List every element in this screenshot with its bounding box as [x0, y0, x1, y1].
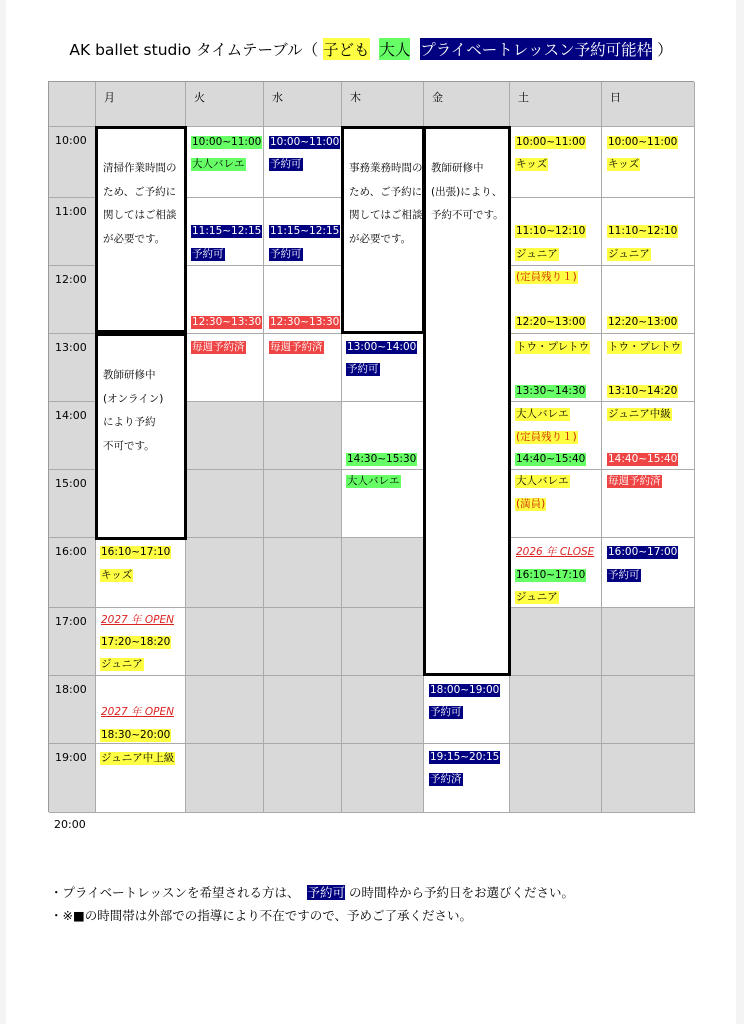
- block-text-line: 関してはご相談: [103, 209, 177, 221]
- lesson-label: ジュニア中上級: [101, 752, 175, 764]
- notes: [50, 881, 574, 927]
- lesson-time: 10:00~11:00: [516, 136, 586, 148]
- block-text-line: ため、ご予約に: [349, 185, 423, 198]
- block-text-line: により予約: [103, 416, 156, 428]
- lesson-label: (定員残り１): [516, 271, 577, 283]
- time-label: 14:00: [49, 402, 96, 470]
- block-text-line: 予約不可です。: [431, 209, 504, 221]
- lesson-time: 18:00~19:00: [430, 684, 500, 696]
- time-label: 13:00: [49, 334, 96, 402]
- slot-cell: [342, 608, 424, 676]
- timetable-page: [6, 0, 736, 1024]
- block-text-line: が必要です。: [103, 232, 166, 245]
- lesson-label: 予約可: [192, 248, 224, 260]
- block-text-line: 教師研修中: [431, 162, 484, 174]
- lesson-time: 12:20~13:00: [516, 316, 586, 328]
- slot-cell: [186, 470, 264, 538]
- day-header: 火: [186, 82, 264, 127]
- lesson-label: ジュニア: [516, 591, 558, 603]
- lesson-label: キッズ: [101, 569, 133, 581]
- note-line-2: ・※■の時間帯は外部での指導により不在ですので、予めご了承ください。: [50, 908, 473, 923]
- block-text-line: 不可です。: [103, 439, 155, 452]
- lesson-time: 11:15~12:15: [192, 225, 262, 237]
- lesson-label: 予約可: [270, 248, 302, 260]
- lesson-time: 11:10~12:10: [516, 225, 586, 237]
- lesson-time: 16:10~17:10: [516, 569, 586, 581]
- legend-adult: 大人: [379, 38, 410, 60]
- lesson-time: 14:40~15:40: [516, 453, 586, 465]
- lesson-label: 毎週予約済: [608, 475, 661, 487]
- time-label: 17:00: [49, 608, 96, 676]
- slot-cell: [510, 608, 602, 676]
- block-thu-office: [341, 126, 425, 334]
- lesson-time: 16:10~17:10: [101, 546, 171, 558]
- lesson-label: 大人バレエ: [347, 475, 400, 487]
- lesson-time: 12:30~13:30: [270, 316, 340, 328]
- slot-cell: [342, 744, 424, 813]
- day-header: 月: [96, 82, 186, 127]
- lesson-label: 大人バレエ: [516, 475, 569, 487]
- lesson-time: 12:20~13:00: [608, 316, 678, 328]
- lesson-label: ジュニア中級: [608, 408, 671, 420]
- slot-cell: [186, 402, 264, 470]
- lesson-label: 予約済: [430, 773, 462, 785]
- lesson-label: ジュニア: [516, 248, 558, 260]
- slot-cell: [602, 676, 695, 744]
- block-text-line: ため、ご予約に: [103, 185, 177, 198]
- lesson-label: キッズ: [608, 158, 640, 170]
- title-close: ）: [657, 41, 673, 59]
- block-fri-training: [423, 126, 511, 676]
- slot-cell: [342, 676, 424, 744]
- lesson-label: (満員): [516, 498, 546, 510]
- lesson-label: 大人バレエ: [516, 408, 569, 420]
- block-text-line: (出張)により、: [431, 185, 503, 198]
- slot-cell: [602, 744, 695, 813]
- slot-cell: [264, 538, 342, 608]
- lesson-label: 毎週予約済: [192, 341, 245, 353]
- time-label: 10:00: [49, 127, 96, 198]
- lesson-time: 18:30~20:00: [101, 729, 171, 741]
- time-label: 16:00: [49, 538, 96, 608]
- page-title: [6, 38, 736, 60]
- legend-private: プライベートレッスン予約可能枠: [420, 38, 652, 60]
- lesson-label: トウ・プレトウ: [608, 341, 682, 353]
- time-label: 19:00: [49, 744, 96, 813]
- lesson-time: 17:20~18:20: [101, 636, 171, 648]
- block-mon-training: [95, 333, 187, 540]
- lesson-label: 予約可: [430, 706, 462, 718]
- lesson-label: 2027 年 OPEN: [101, 614, 174, 626]
- slot-cell: [186, 676, 264, 744]
- lesson-time: 10:00~11:00: [608, 136, 678, 148]
- time-label: 11:00: [49, 198, 96, 266]
- end-time-label: 20:00: [54, 818, 86, 831]
- block-text-line: 関してはご相談: [349, 209, 423, 221]
- lesson-time: 11:15~12:15: [270, 225, 340, 237]
- lesson-label: 予約可: [608, 569, 640, 581]
- slot-cell: [264, 676, 342, 744]
- lesson-label: ジュニア: [608, 248, 650, 260]
- lesson-time: 14:40~15:40: [608, 453, 678, 465]
- slot-cell: [264, 470, 342, 538]
- lesson-time: 13:00~14:00: [347, 341, 417, 353]
- block-mon-cleaning: [95, 126, 187, 333]
- lesson-time: 10:00~11:00: [192, 136, 262, 148]
- lesson-label: 大人バレエ: [192, 158, 245, 170]
- day-header: 木: [342, 82, 424, 127]
- note-line-1: ・プライベートレッスンを希望される方は、 予約可 の時間枠から予約日をお選びください。: [50, 885, 574, 900]
- day-header: 水: [264, 82, 342, 127]
- slot-cell: [186, 608, 264, 676]
- lesson-time: 19:15~20:15: [430, 751, 500, 763]
- lesson-time: 16:00~17:00: [608, 546, 678, 558]
- lesson-label: 毎週予約済: [270, 341, 323, 353]
- timetable-grid: [48, 81, 694, 812]
- block-text-line: が必要です。: [349, 232, 412, 245]
- block-text-line: 教師研修中: [103, 369, 156, 381]
- time-label: 15:00: [49, 470, 96, 538]
- lesson-label: 2027 年 OPEN: [101, 706, 174, 718]
- slot-cell: [186, 538, 264, 608]
- day-header: 日: [602, 82, 695, 127]
- slot-cell: [510, 744, 602, 813]
- block-text-line: 事務業務時間の: [349, 162, 423, 174]
- lesson-time: 12:30~13:30: [192, 316, 262, 328]
- lesson-time: 10:00~11:00: [270, 136, 340, 148]
- lesson-label: トウ・プレトウ: [516, 341, 590, 353]
- slot-cell: [186, 744, 264, 813]
- slot-cell: [342, 538, 424, 608]
- slot-cell: [510, 676, 602, 744]
- slot-cell: [264, 608, 342, 676]
- lesson-label: ジュニア: [101, 658, 143, 670]
- lesson-label: 2026 年 CLOSE: [516, 546, 595, 558]
- lesson-label: 予約可: [270, 158, 302, 170]
- block-text-line: 清掃作業時間の: [103, 162, 177, 174]
- available-badge: 予約可: [307, 885, 345, 900]
- lesson-time: 13:10~14:20: [608, 385, 678, 397]
- lesson-time: 13:30~14:30: [516, 385, 586, 397]
- lesson-label: 予約可: [347, 363, 379, 375]
- header-corner: [49, 82, 96, 127]
- slot-cell: [264, 744, 342, 813]
- lesson-label: (定員残り１): [516, 431, 577, 443]
- day-header: 金: [424, 82, 510, 127]
- lesson-label: キッズ: [516, 158, 548, 170]
- day-header: 土: [510, 82, 602, 127]
- slot-cell: [264, 402, 342, 470]
- title-text: AK ballet studio タイムテーブル（: [69, 41, 319, 59]
- legend-kids: 子ども: [323, 38, 370, 60]
- lesson-time: 11:10~12:10: [608, 225, 678, 237]
- slot-cell: [602, 608, 695, 676]
- lesson-time: 14:30~15:30: [347, 453, 417, 465]
- time-label: 12:00: [49, 266, 96, 334]
- time-label: 18:00: [49, 676, 96, 744]
- block-text-line: (オンライン): [103, 392, 164, 405]
